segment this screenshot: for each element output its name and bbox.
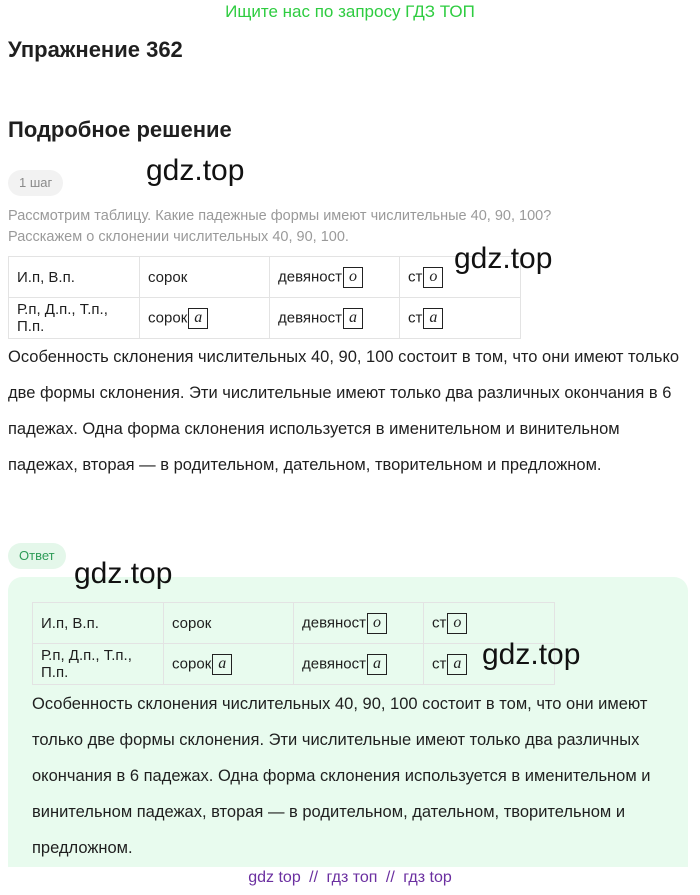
word-stem: сорок bbox=[148, 308, 188, 326]
table-cell-cases: И.п, В.п. bbox=[9, 257, 140, 298]
footer-link[interactable]: gdz top bbox=[248, 869, 301, 886]
intro-line: Рассмотрим таблицу. Какие падежные формы имеют числительные 40, 90, 100? bbox=[8, 208, 552, 224]
word-stem: девяност bbox=[278, 267, 343, 285]
table-cell bbox=[140, 257, 270, 298]
ending-box: а bbox=[423, 308, 443, 329]
footer-separator: // bbox=[309, 869, 319, 886]
table-cell bbox=[400, 298, 521, 339]
word-stem: ст bbox=[432, 613, 447, 631]
word-stem: девяност bbox=[278, 308, 343, 326]
watermark: gdz.top bbox=[454, 242, 553, 275]
word-stem: сорок bbox=[172, 614, 212, 632]
footer-link[interactable]: гдз топ bbox=[326, 869, 378, 886]
table-cell-cases: Р.п, Д.п., Т.п., П.п. bbox=[9, 298, 140, 339]
ending-box: а bbox=[447, 654, 467, 675]
word-stem: ст bbox=[432, 654, 447, 672]
explanation-text: Особенность склонения числительных 40, 90, 100 состоит в том, что они имеют только две формы склонения. Эти числительные имеют только два различных окончания в 6 падежах. Одна форма склонения используется в именительном и винительном падежах, вторая — в родительном, дательном, творительном и предложном. bbox=[8, 348, 680, 474]
ending-box: а bbox=[343, 308, 363, 329]
intro-line: Расскажем о склонении числительных 40, 90, 100. bbox=[8, 229, 349, 245]
ending-box: о bbox=[343, 267, 363, 288]
table-cell bbox=[164, 603, 294, 644]
table-cell-cases: И.п, В.п. bbox=[33, 603, 164, 644]
table-cell bbox=[294, 644, 424, 685]
word-stem: девяност bbox=[302, 613, 367, 631]
ending-box: а bbox=[212, 654, 232, 675]
table-row bbox=[9, 257, 521, 298]
table-cell bbox=[270, 257, 400, 298]
watermark: gdz.top bbox=[482, 638, 581, 671]
ending-box: а bbox=[188, 308, 208, 329]
ending-box: о bbox=[447, 613, 467, 634]
table-row bbox=[33, 644, 555, 685]
table-cell-cases: Р.п, Д.п., Т.п., П.п. bbox=[33, 644, 164, 685]
word-stem: сорок bbox=[148, 268, 188, 286]
promo-banner[interactable]: Ищите нас по запросу ГДЗ ТОП bbox=[225, 2, 475, 21]
word-stem: ст bbox=[408, 267, 423, 285]
footer-link[interactable]: гдз top bbox=[403, 869, 452, 886]
table-row bbox=[33, 603, 555, 644]
solution-heading: Подробное решение bbox=[8, 117, 232, 142]
footer-links bbox=[0, 869, 700, 887]
ending-box: о bbox=[423, 267, 443, 288]
declension-table bbox=[8, 256, 521, 339]
table-cell bbox=[270, 298, 400, 339]
exercise-title: Упражнение 362 bbox=[8, 37, 183, 62]
table-cell bbox=[294, 603, 424, 644]
answer-explanation-text: Особенность склонения числительных 40, 90, 100 состоит в том, что они имеют только две формы склонения. Эти числительные имеют только два различных окончания в 6 падежах. Одна форма склонения используется в именительном и винительном падежах, вторая — в родительном, дательном, творительном и предложном. bbox=[32, 695, 651, 857]
answer-declension-table bbox=[32, 602, 555, 685]
table-cell bbox=[164, 644, 294, 685]
answer-badge: Ответ bbox=[8, 543, 66, 569]
step-badge: 1 шаг bbox=[8, 170, 63, 196]
footer-separator: // bbox=[385, 869, 395, 886]
ending-box: а bbox=[367, 654, 387, 675]
word-stem: ст bbox=[408, 308, 423, 326]
word-stem: сорок bbox=[172, 654, 212, 672]
watermark: gdz.top bbox=[74, 557, 173, 590]
table-row bbox=[9, 298, 521, 339]
word-stem: девяност bbox=[302, 654, 367, 672]
table-cell bbox=[140, 298, 270, 339]
intro-text bbox=[8, 206, 668, 248]
watermark: gdz.top bbox=[146, 154, 245, 187]
ending-box: о bbox=[367, 613, 387, 634]
